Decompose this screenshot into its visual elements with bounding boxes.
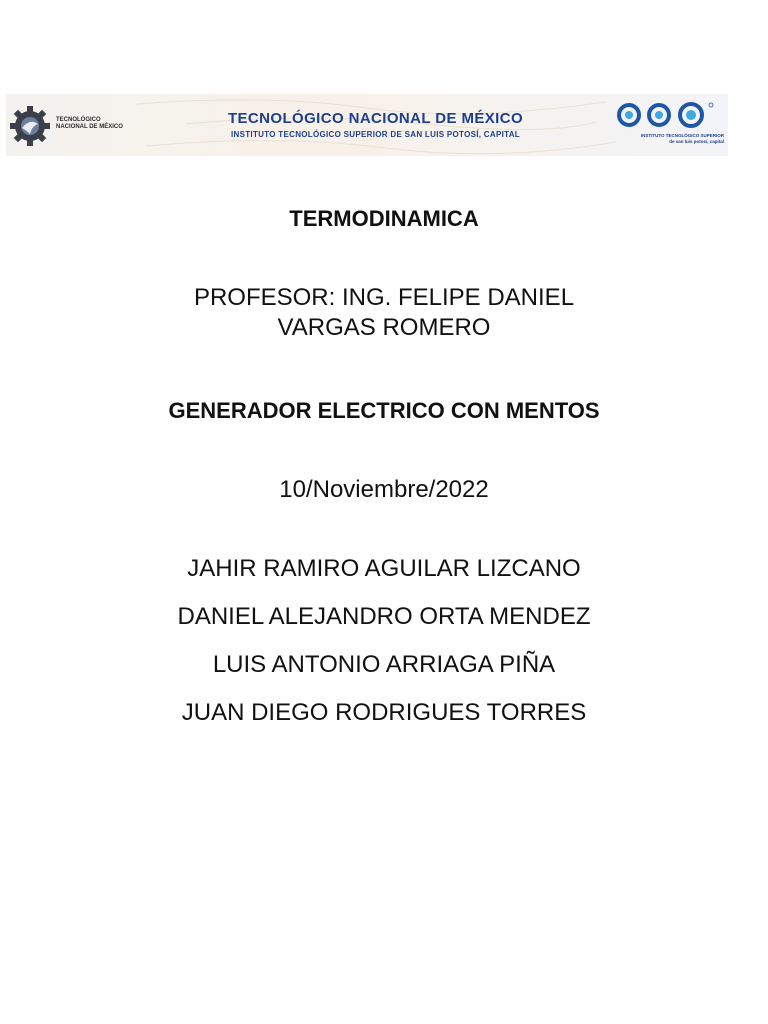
- document-date: 10/Noviembre/2022: [279, 476, 489, 503]
- banner-subtitle: INSTITUTO TECNOLÓGICO SUPERIOR DE SAN LUIS POTOSÍ, CAPITAL: [231, 130, 520, 139]
- itslp-logo-icon: [611, 100, 726, 130]
- professor-block: [0, 283, 768, 343]
- itslp-logo-text: [614, 133, 724, 145]
- tecnm-logo-line-2: NACIONAL DE MÉXICO: [56, 124, 123, 130]
- subject-title: TERMODINAMICA: [289, 206, 479, 231]
- tecnm-logo-line-1: TECNOLÓGICO: [56, 117, 101, 123]
- professor-line-1: PROFESOR: ING. FELIPE DANIEL: [193, 284, 575, 311]
- project-title: GENERADOR ELECTRICO CON MENTOS: [168, 398, 600, 423]
- professor-line-2: VARGAS ROMERO: [277, 314, 491, 341]
- tecnm-gear-logo-icon: [8, 104, 52, 148]
- itslp-logo-line-1: INSTITUTO TECNOLÓGICO SUPERIOR: [640, 133, 724, 138]
- student-name-1: JAHIR RAMIRO AGUILAR LIZCANO: [187, 555, 581, 582]
- student-name-3: LUIS ANTONIO ARRIAGA PIÑA: [212, 651, 556, 678]
- institution-banner: [6, 94, 728, 156]
- tecnm-logo-text: [56, 117, 131, 131]
- student-list: [0, 545, 768, 737]
- student-name-2: DANIEL ALEJANDRO ORTA MENDEZ: [177, 603, 591, 630]
- banner-title: TECNOLÓGICO NACIONAL DE MÉXICO: [227, 110, 524, 127]
- itslp-logo-line-2: de san luis potosí, capital: [669, 139, 724, 144]
- student-name-4: JUAN DIEGO RODRIGUES TORRES: [181, 699, 587, 726]
